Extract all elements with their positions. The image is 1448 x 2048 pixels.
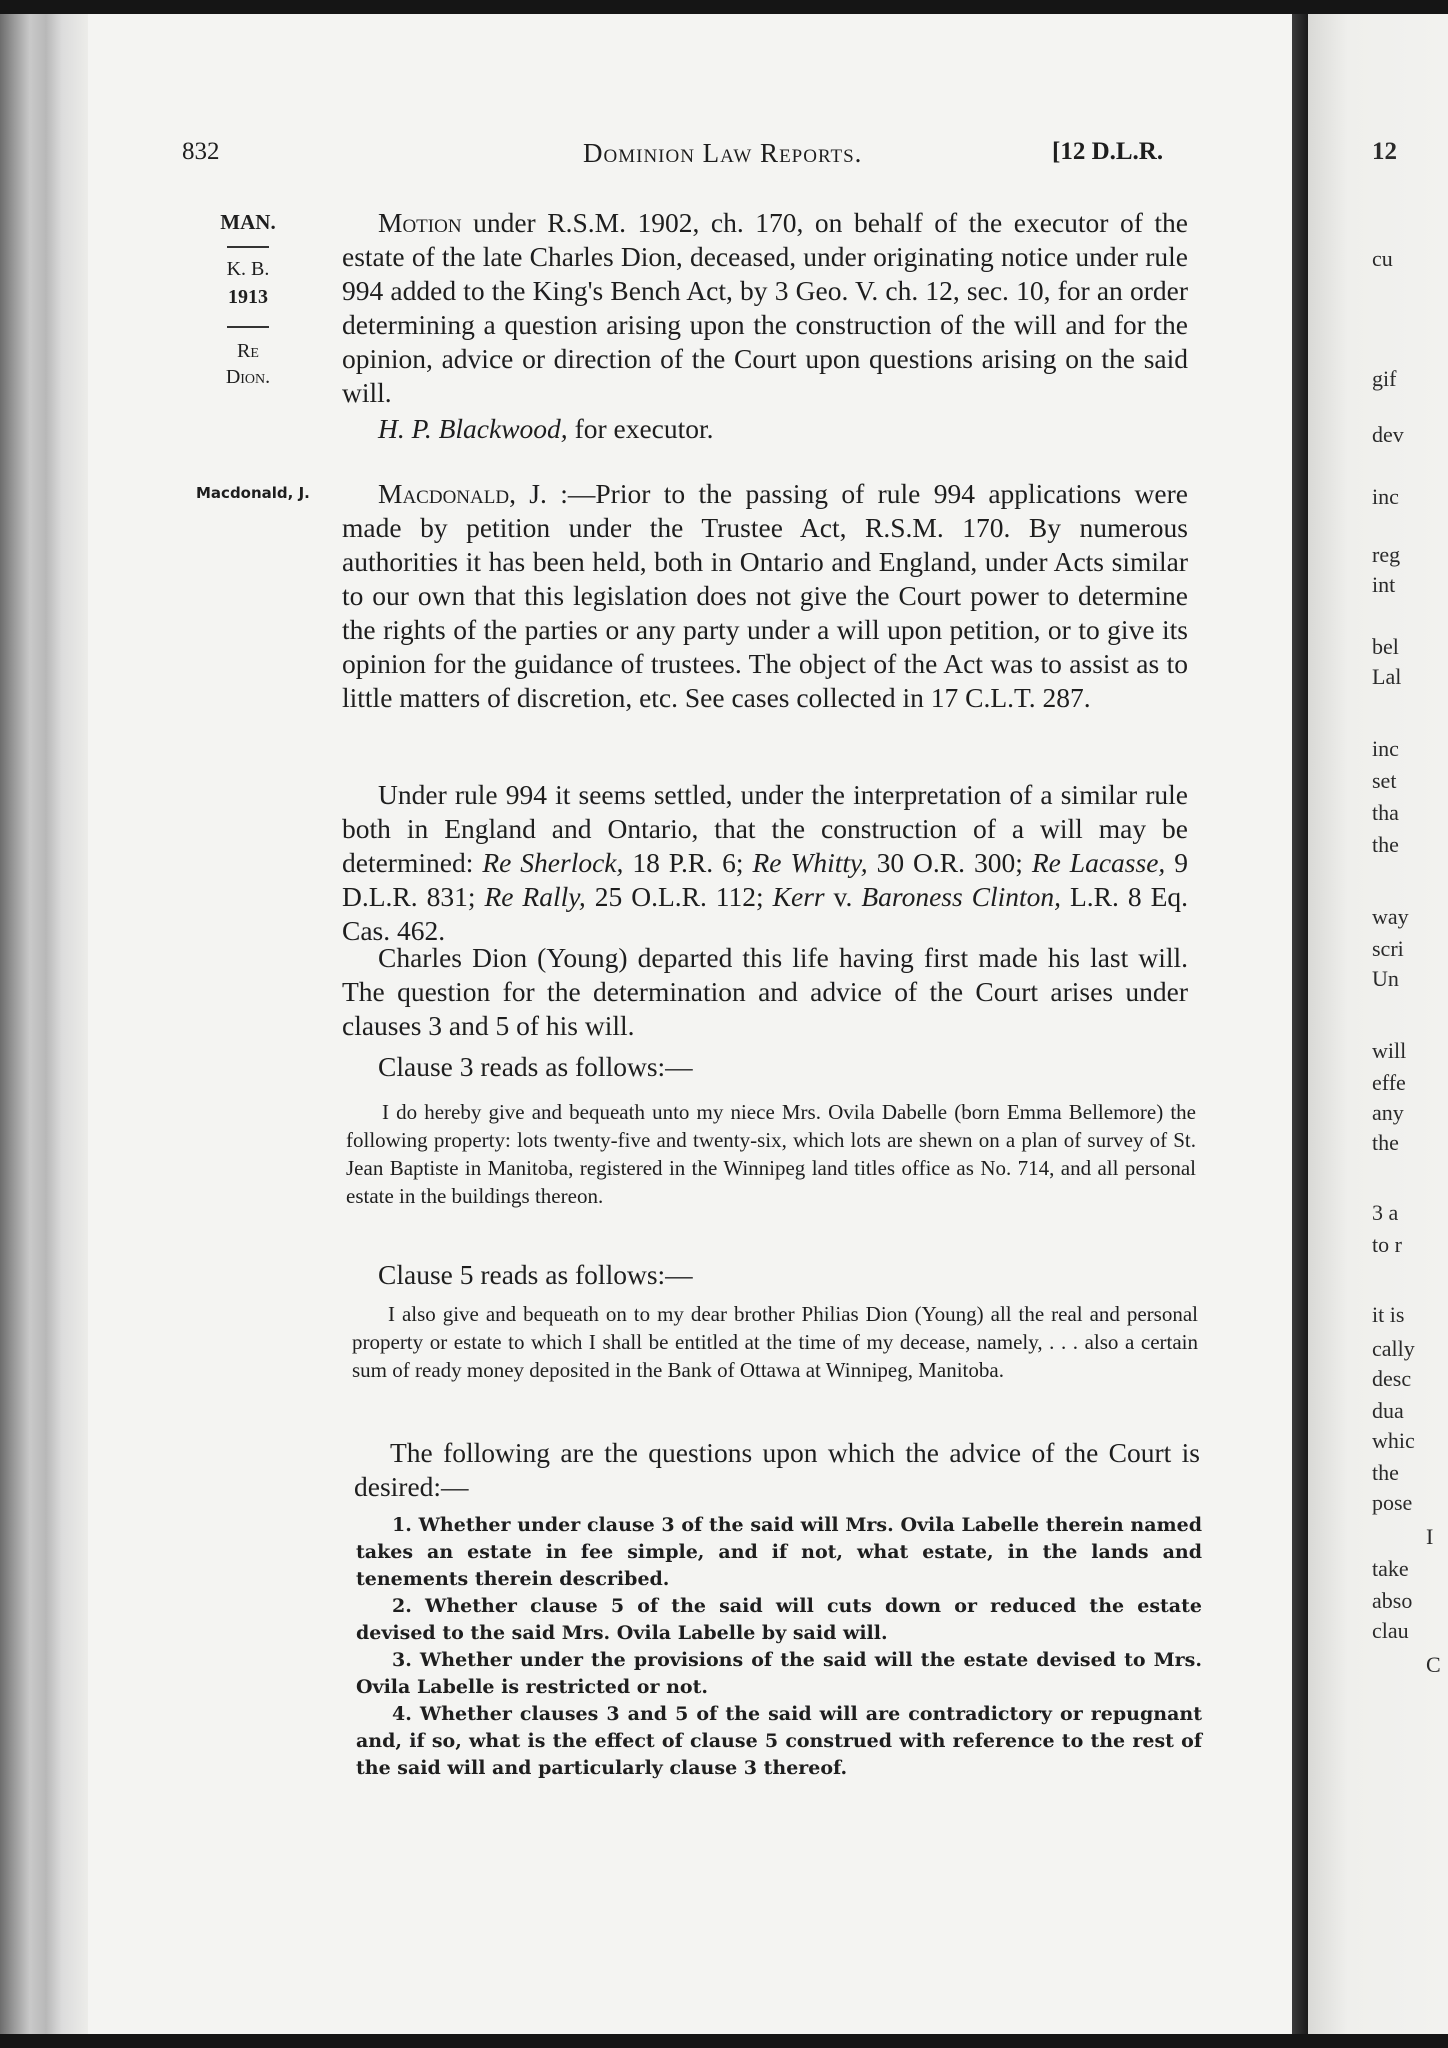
dion-paragraph: [342, 941, 1188, 1043]
questions-intro-block: [354, 1436, 1200, 1504]
running-title: Dominion Law Reports.: [583, 138, 863, 168]
margin-year: 1913: [228, 286, 268, 308]
motion-lead: Motion: [378, 207, 462, 238]
facing-fragment: will: [1372, 1038, 1407, 1063]
facing-fragment: to r: [1372, 1232, 1402, 1257]
facing-fragment: Lal: [1372, 664, 1402, 689]
questions-list: [356, 1512, 1202, 1782]
margin-judge: Macdonald, J.: [196, 484, 310, 502]
case-citation: Kerr: [772, 881, 825, 912]
facing-fragment: I: [1426, 1524, 1434, 1549]
case-cite: v.: [824, 881, 862, 912]
facing-fragment: clau: [1372, 1618, 1409, 1643]
judgment-text: , J. :—Prior to the passing of rule 994 applications were made by petition under the Trustee Act, R.S.M. 170. By numerous authorities it has been held, both in Ontario and England, under Acts similar to our own that this legislation does not give the Court power to determine the rights of the parties or any party under a will upon petition, or to give its opinion for the guidance of trustees. The object of the Act was to assist as to little matters of discretion, etc. See cases collected in 17 C.L.T. 287.: [342, 478, 1188, 713]
scan-edge-top: [0, 0, 1448, 14]
facing-fragment: 3 a: [1372, 1200, 1399, 1225]
margin-court: MAN.: [220, 210, 276, 234]
facing-fragment: it is: [1372, 1302, 1405, 1327]
book-gutter: [0, 0, 88, 2048]
case-citation: Re Rally,: [484, 881, 586, 912]
counsel-line: [342, 412, 1188, 446]
facing-fragment: tha: [1372, 800, 1399, 825]
facing-fragment: cu: [1372, 246, 1393, 271]
facing-fragment: Un: [1372, 966, 1399, 991]
facing-fragment: gif: [1372, 366, 1397, 391]
case-cite: 30 O.R. 300;: [867, 847, 1032, 878]
clause3-quote-block: [346, 1098, 1196, 1210]
volume-reference: [12 D.L.R.: [1052, 138, 1164, 165]
clause5-intro-block: [342, 1258, 1188, 1292]
facing-fragment: cally: [1372, 1336, 1415, 1361]
margin-divider: [227, 246, 269, 248]
margin-case-re: Re: [237, 340, 259, 362]
margin-division: K. B.: [226, 258, 270, 280]
rule-paragraph: [342, 778, 1188, 948]
facing-fragment: dua: [1372, 1398, 1404, 1423]
dion-text: Charles Dion (Young) departed this life having first made his last will. The question for the determination and advice of the Court arises under clauses 3 and 5 of his will.: [342, 942, 1188, 1041]
clause3-intro: Clause 3 reads as follows:—: [378, 1051, 693, 1082]
clause5-quote-block: [352, 1300, 1198, 1384]
facing-fragment: the: [1372, 1130, 1399, 1155]
facing-fragment: take: [1372, 1556, 1409, 1581]
case-cite: 25 O.L.R. 112;: [585, 881, 773, 912]
margin-case-name: Dion.: [225, 366, 271, 388]
facing-fragment: abso: [1372, 1588, 1413, 1613]
counsel-name: H. P. Blackwood,: [378, 413, 568, 444]
facing-fragment: reg: [1372, 542, 1401, 567]
facing-page-header: 12: [1372, 138, 1397, 165]
facing-fragment: the: [1372, 832, 1399, 857]
facing-fragment: inc: [1372, 736, 1399, 761]
case-citation: Re Whitty,: [752, 847, 868, 878]
question-item: 1. Whether under clause 3 of the said will Mrs. Ovila Labelle therein named takes an estate in fee simple, and if not, what estate, in the lands and tenements therein described.: [356, 1514, 1202, 1590]
facing-fragment: desc: [1372, 1366, 1412, 1391]
clause3-intro-block: [342, 1050, 1188, 1084]
counsel-text: for executor.: [567, 413, 714, 444]
facing-fragment: whic: [1372, 1428, 1415, 1453]
case-cite: 9 D.L.R. 831;: [342, 847, 1189, 912]
scan-edge-bottom: [0, 2034, 1448, 2048]
page-number: 832: [182, 138, 220, 165]
question-item: 2. Whether clause 5 of the said will cuts down or reduced the estate devised to the said Mrs. Ovila Labelle by said will.: [356, 1595, 1202, 1644]
motion-text: under R.S.M. 1902, ch. 170, on behalf of the executor of the estate of the late Charles Dion, deceased, under originating notice under rule 994 added to the King's Bench Act, by 3 Geo. V. ch. 12, sec. 10, for an order determining a question arising upon the construction of the will and for the opinion, advice or direction of the Court upon questions arising on the said will.: [342, 207, 1188, 408]
clause5-intro: Clause 5 reads as follows:—: [378, 1259, 693, 1290]
facing-fragment: scri: [1372, 936, 1404, 961]
case-citation: Re Sherlock,: [482, 847, 624, 878]
motion-paragraph: [342, 206, 1188, 410]
facing-fragment: dev: [1372, 422, 1404, 447]
clause5-quote: I also give and bequeath on to my dear brother Philias Dion (Young) all the real and personal property or estate to which I shall be entitled at the time of my decease, namely, . . . also a certain sum of ready money deposited in the Bank of Ottawa at Winnipeg, Manitoba.: [352, 1302, 1198, 1382]
clause3-quote: I do hereby give and bequeath unto my niece Mrs. Ovila Dabelle (born Emma Bellemore) the following property: lots twenty-five and twenty-six, which lots are shewn on a plan of survey of St. Jean Baptiste in Manitoba, registered in the Winnipeg land titles office as No. 714, and all personal estate in the buildings thereon.: [346, 1100, 1196, 1208]
question-item: 4. Whether clauses 3 and 5 of the said will are contradictory or repugnant and, if so, what is the effect of clause 5 construed with reference to the rest of the said will and particularly clause 3 thereof.: [356, 1703, 1202, 1779]
facing-fragment: int: [1372, 572, 1396, 597]
questions-intro: The following are the questions upon which the advice of the Court is desired:—: [354, 1437, 1200, 1502]
case-citation: Re Lacasse,: [1031, 847, 1166, 878]
judgment-paragraph: [342, 477, 1188, 715]
case-citation: Baroness Clinton,: [861, 881, 1062, 912]
facing-fragment: effe: [1372, 1070, 1406, 1095]
facing-fragment: the: [1372, 1460, 1399, 1485]
facing-fragment: C: [1426, 1652, 1441, 1677]
facing-page: [1308, 0, 1448, 2048]
case-cite: L.R. 8 Eq. Cas. 462.: [342, 881, 1188, 946]
facing-fragment: bel: [1372, 634, 1399, 659]
judgment-lead: Macdonald: [378, 478, 510, 509]
question-item: 3. Whether under the provisions of the said will the estate devised to Mrs. Ovila Labelle is restricted or not.: [356, 1649, 1202, 1698]
case-cite: 18 P.R. 6;: [623, 847, 753, 878]
facing-fragment: pose: [1372, 1490, 1413, 1515]
facing-fragment: way: [1372, 904, 1409, 929]
margin-divider: [227, 326, 269, 328]
facing-fragment: inc: [1372, 484, 1399, 509]
facing-fragment: any: [1372, 1100, 1404, 1125]
book-spine: [1292, 0, 1308, 2048]
rule-text: Under rule 994 it seems settled, under the interpretation of a similar rule both in England and Ontario, that the construction of a will may be determined:: [342, 779, 1188, 878]
facing-fragment: set: [1372, 768, 1397, 793]
